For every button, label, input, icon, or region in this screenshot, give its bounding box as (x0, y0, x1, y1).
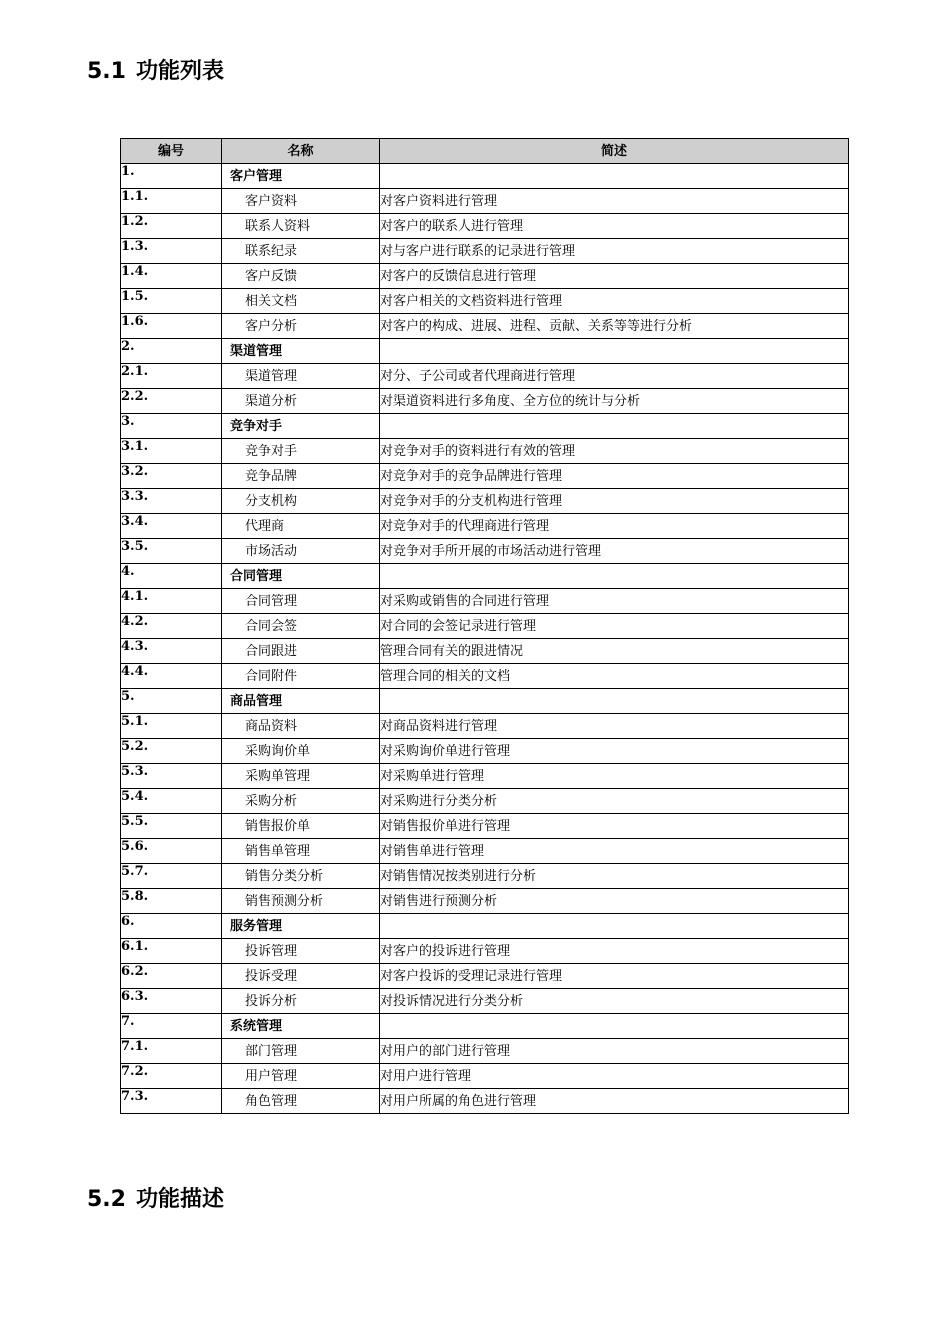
row-description: 管理合同有关的跟进情况 (380, 639, 849, 664)
row-name: 角色管理 (222, 1089, 380, 1114)
row-number: 1. (121, 164, 222, 189)
row-description: 对采购或销售的合同进行管理 (380, 589, 849, 614)
row-description: 对竞争对手的分支机构进行管理 (380, 489, 849, 514)
row-name: 合同管理 (222, 589, 380, 614)
table-row (121, 514, 849, 539)
row-name: 渠道管理 (222, 364, 380, 389)
row-number: 1.1. (121, 189, 222, 214)
table-header-row (121, 139, 849, 164)
row-name: 联系人资料 (222, 214, 380, 239)
row-description: 对销售单进行管理 (380, 839, 849, 864)
row-name: 分支机构 (222, 489, 380, 514)
row-number: 3.1. (121, 439, 222, 464)
table-row (121, 839, 849, 864)
row-description: 对分、子公司或者代理商进行管理 (380, 364, 849, 389)
row-description: 对用户所属的角色进行管理 (380, 1089, 849, 1114)
row-description: 对竞争对手的代理商进行管理 (380, 514, 849, 539)
row-number: 2.2. (121, 389, 222, 414)
row-description: 对客户资料进行管理 (380, 189, 849, 214)
row-description (380, 339, 849, 364)
row-number: 6.3. (121, 989, 222, 1014)
table-row (121, 789, 849, 814)
table-row (121, 739, 849, 764)
row-description: 对客户相关的文档资料进行管理 (380, 289, 849, 314)
section-title: 功能列表 (135, 59, 224, 84)
row-number: 7.2. (121, 1064, 222, 1089)
row-name: 竞争对手 (222, 414, 380, 439)
table-row (121, 639, 849, 664)
row-description (380, 164, 849, 189)
table-row (121, 439, 849, 464)
table-row (121, 1039, 849, 1064)
row-name: 采购分析 (222, 789, 380, 814)
column-header-number: 编号 (121, 139, 222, 164)
row-name: 投诉受理 (222, 964, 380, 989)
table-row (121, 239, 849, 264)
row-description: 对渠道资料进行多角度、全方位的统计与分析 (380, 389, 849, 414)
table-row (121, 939, 849, 964)
row-name: 销售单管理 (222, 839, 380, 864)
table-row (121, 1064, 849, 1089)
row-description: 对销售报价单进行管理 (380, 814, 849, 839)
row-number: 5. (121, 689, 222, 714)
section-number: 5.2 (87, 1187, 126, 1212)
row-number: 1.6. (121, 314, 222, 339)
table-row (121, 989, 849, 1014)
row-name: 客户资料 (222, 189, 380, 214)
row-number: 1.3. (121, 239, 222, 264)
table-group-row (121, 164, 849, 189)
row-number: 3. (121, 414, 222, 439)
row-number: 5.6. (121, 839, 222, 864)
table-row (121, 464, 849, 489)
row-number: 4.3. (121, 639, 222, 664)
section-heading-function-list (87, 58, 224, 86)
row-name: 采购单管理 (222, 764, 380, 789)
row-name: 渠道管理 (222, 339, 380, 364)
row-name: 销售分类分析 (222, 864, 380, 889)
column-header-description: 简述 (380, 139, 849, 164)
table-row (121, 539, 849, 564)
column-header-name: 名称 (222, 139, 380, 164)
row-number: 1.4. (121, 264, 222, 289)
row-name: 代理商 (222, 514, 380, 539)
row-number: 5.8. (121, 889, 222, 914)
table-row (121, 664, 849, 689)
table-row (121, 864, 849, 889)
row-number: 1.5. (121, 289, 222, 314)
row-number: 2.1. (121, 364, 222, 389)
row-number: 5.2. (121, 739, 222, 764)
row-name: 市场活动 (222, 539, 380, 564)
table-group-row (121, 689, 849, 714)
table-row (121, 1089, 849, 1114)
table-row (121, 189, 849, 214)
row-description: 对客户的构成、进展、进程、贡献、关系等等进行分析 (380, 314, 849, 339)
row-name: 投诉分析 (222, 989, 380, 1014)
row-name: 部门管理 (222, 1039, 380, 1064)
row-number: 6.2. (121, 964, 222, 989)
table-row (121, 764, 849, 789)
table-group-row (121, 914, 849, 939)
row-number: 5.4. (121, 789, 222, 814)
row-number: 1.2. (121, 214, 222, 239)
row-name: 合同跟进 (222, 639, 380, 664)
row-description: 对客户的反馈信息进行管理 (380, 264, 849, 289)
row-name: 客户分析 (222, 314, 380, 339)
row-description (380, 564, 849, 589)
table-group-row (121, 339, 849, 364)
row-number: 5.3. (121, 764, 222, 789)
row-description (380, 914, 849, 939)
row-name: 合同会签 (222, 614, 380, 639)
row-number: 3.2. (121, 464, 222, 489)
table-body (121, 164, 849, 1114)
row-description: 对用户进行管理 (380, 1064, 849, 1089)
row-number: 4.4. (121, 664, 222, 689)
table-row (121, 889, 849, 914)
row-number: 5.7. (121, 864, 222, 889)
table-row (121, 389, 849, 414)
table-row (121, 814, 849, 839)
table-row (121, 964, 849, 989)
section-title: 功能描述 (135, 1187, 224, 1212)
row-number: 4.2. (121, 614, 222, 639)
row-name: 合同附件 (222, 664, 380, 689)
table-row (121, 264, 849, 289)
section-number: 5.1 (87, 59, 126, 84)
row-description: 对竞争对手的竞争品牌进行管理 (380, 464, 849, 489)
row-description: 管理合同的相关的文档 (380, 664, 849, 689)
row-number: 3.4. (121, 514, 222, 539)
row-number: 3.5. (121, 539, 222, 564)
row-description: 对竞争对手所开展的市场活动进行管理 (380, 539, 849, 564)
table-row (121, 614, 849, 639)
row-description: 对客户的投诉进行管理 (380, 939, 849, 964)
row-name: 商品资料 (222, 714, 380, 739)
row-name: 合同管理 (222, 564, 380, 589)
row-description (380, 1014, 849, 1039)
row-name: 联系纪录 (222, 239, 380, 264)
row-number: 2. (121, 339, 222, 364)
row-number: 7.3. (121, 1089, 222, 1114)
table-group-row (121, 414, 849, 439)
table-row (121, 289, 849, 314)
row-number: 4.1. (121, 589, 222, 614)
row-description: 对合同的会签记录进行管理 (380, 614, 849, 639)
row-description: 对商品资料进行管理 (380, 714, 849, 739)
row-name: 相关文档 (222, 289, 380, 314)
row-name: 服务管理 (222, 914, 380, 939)
row-name: 客户反馈 (222, 264, 380, 289)
row-description (380, 689, 849, 714)
row-name: 投诉管理 (222, 939, 380, 964)
row-description: 对采购进行分类分析 (380, 789, 849, 814)
row-name: 用户管理 (222, 1064, 380, 1089)
row-number: 5.1. (121, 714, 222, 739)
row-number: 4. (121, 564, 222, 589)
row-number: 3.3. (121, 489, 222, 514)
row-name: 竞争品牌 (222, 464, 380, 489)
row-name: 渠道分析 (222, 389, 380, 414)
row-description: 对竞争对手的资料进行有效的管理 (380, 439, 849, 464)
row-description: 对投诉情况进行分类分析 (380, 989, 849, 1014)
row-number: 7.1. (121, 1039, 222, 1064)
row-description: 对与客户进行联系的记录进行管理 (380, 239, 849, 264)
row-name: 系统管理 (222, 1014, 380, 1039)
row-description: 对销售进行预测分析 (380, 889, 849, 914)
row-description (380, 414, 849, 439)
row-name: 竞争对手 (222, 439, 380, 464)
table-row (121, 714, 849, 739)
row-name: 客户管理 (222, 164, 380, 189)
row-number: 5.5. (121, 814, 222, 839)
row-description: 对采购询价单进行管理 (380, 739, 849, 764)
table-group-row (121, 564, 849, 589)
table-row (121, 314, 849, 339)
row-name: 销售预测分析 (222, 889, 380, 914)
row-description: 对采购单进行管理 (380, 764, 849, 789)
table-group-row (121, 1014, 849, 1039)
row-name: 商品管理 (222, 689, 380, 714)
row-number: 7. (121, 1014, 222, 1039)
row-description: 对客户的联系人进行管理 (380, 214, 849, 239)
row-number: 6.1. (121, 939, 222, 964)
table-row (121, 214, 849, 239)
row-name: 采购询价单 (222, 739, 380, 764)
table-row (121, 489, 849, 514)
table-row (121, 364, 849, 389)
row-description: 对客户投诉的受理记录进行管理 (380, 964, 849, 989)
row-description: 对销售情况按类别进行分析 (380, 864, 849, 889)
row-description: 对用户的部门进行管理 (380, 1039, 849, 1064)
row-number: 6. (121, 914, 222, 939)
table-row (121, 589, 849, 614)
function-list-table (120, 138, 849, 1114)
row-name: 销售报价单 (222, 814, 380, 839)
section-heading-function-description (87, 1186, 224, 1214)
